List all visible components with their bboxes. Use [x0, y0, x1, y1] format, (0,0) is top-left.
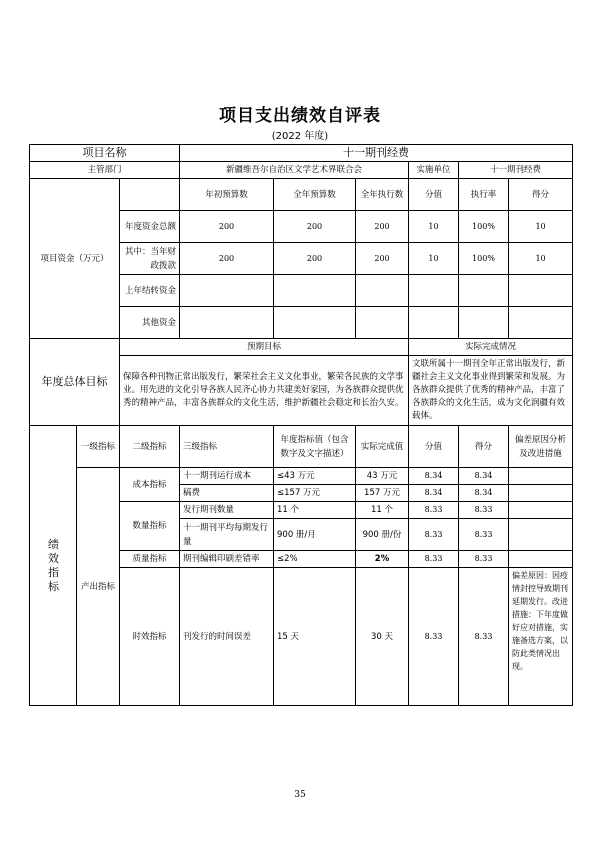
- performance-header-cell: 得分: [459, 426, 509, 468]
- performance-header-cell: 实际完成值: [356, 426, 409, 468]
- funds-cell: 200: [274, 211, 356, 243]
- funds-header-cell: 得分: [509, 179, 573, 211]
- actual-cell: 2%: [356, 551, 409, 568]
- performance-label-cell: [30, 426, 77, 706]
- funds-cell: 200: [356, 211, 409, 243]
- level3-cell: 刊发行的时间误差: [180, 568, 274, 706]
- target-cell: 11 个: [274, 502, 356, 519]
- funds-cell: 100%: [459, 243, 509, 275]
- expected-goal-header: 预期目标: [120, 339, 409, 356]
- annual-goal-header-row: [30, 339, 573, 356]
- implementing-unit-value: 十一期刊经费: [459, 162, 573, 179]
- score-cell: 8.33: [459, 502, 509, 519]
- funds-cell: [509, 275, 573, 307]
- funds-header-cell: 分值: [409, 179, 459, 211]
- target-cell: 900 册/月: [274, 519, 356, 551]
- actual-cell: 43 万元: [356, 468, 409, 485]
- score-cell: 8.34: [459, 485, 509, 502]
- score-cell: 8.33: [459, 551, 509, 568]
- level3-cell: 十一期刊运行成本: [180, 468, 274, 485]
- funds-header-cell: 全年预算数: [274, 179, 356, 211]
- project-name-row: [30, 145, 573, 162]
- level2-cell: 时效指标: [120, 568, 180, 706]
- annual-goal-label: 年度总体目标: [30, 339, 120, 426]
- expected-goal-text: 保障各种刊物正常出版发行，繁荣社会主义文化事业，繁荣各民族的文学事业。用先进的文化引导各族人民齐心协力共建美好家园，为各族群众提供优秀的精神产品，丰富各族群众的文化生活，维护新疆社会稳定和长治久安。: [120, 356, 409, 426]
- page-title: 项目支出绩效自评表: [219, 106, 381, 126]
- funds-label: 项目资金（万元）: [30, 179, 120, 339]
- funds-cell: [459, 307, 509, 339]
- score-value-cell: 8.33: [409, 551, 459, 568]
- target-cell: 15 天: [274, 568, 356, 706]
- self-evaluation-table: [29, 144, 573, 706]
- actual-cell: 900 册/份: [356, 519, 409, 551]
- performance-header-cell: 一级指标: [77, 426, 120, 468]
- funds-cell: [409, 307, 459, 339]
- funds-row-label: 年度资金总额: [120, 211, 180, 243]
- funds-header-cell: 全年执行数: [356, 179, 409, 211]
- performance-header-row: [30, 426, 573, 468]
- deviation-cell: [509, 519, 573, 551]
- performance-label: 绩效指标: [48, 537, 59, 593]
- performance-header-cell: 三级指标: [180, 426, 274, 468]
- deviation-cell: [509, 551, 573, 568]
- page-number: 35: [294, 790, 306, 800]
- performance-row: [30, 468, 573, 485]
- performance-header-cell: 年度指标值（包含数字及文字描述）: [274, 426, 356, 468]
- level1-cell: 产出指标: [77, 468, 120, 706]
- actual-cell: 30 天: [356, 568, 409, 706]
- funds-header-cell: 执行率: [459, 179, 509, 211]
- funds-cell: [274, 275, 356, 307]
- level2-cell: 质量指标: [120, 551, 180, 568]
- actual-cell: 157 万元: [356, 485, 409, 502]
- funds-row-label: 上年结转资金: [120, 275, 180, 307]
- funds-cell: 10: [509, 243, 573, 275]
- deviation-cell: [509, 502, 573, 519]
- funds-cell: [409, 275, 459, 307]
- deviation-cell: [509, 468, 573, 485]
- funds-cell: [509, 307, 573, 339]
- performance-header-cell: 偏差原因分析及改进措施: [509, 426, 573, 468]
- funds-row-label: 其中：当年财政拨款: [120, 243, 180, 275]
- funds-cell: 200: [274, 243, 356, 275]
- score-value-cell: 8.33: [409, 502, 459, 519]
- project-name-label: 项目名称: [30, 145, 180, 162]
- score-value-cell: 8.34: [409, 468, 459, 485]
- funds-cell: 200: [356, 243, 409, 275]
- funds-cell: [274, 307, 356, 339]
- score-value-cell: 8.34: [409, 485, 459, 502]
- funds-cell: 10: [409, 211, 459, 243]
- score-value-cell: 8.33: [409, 519, 459, 551]
- level3-cell: 期刊编辑印刷差错率: [180, 551, 274, 568]
- department-value: 新疆维吾尔自治区文学艺术界联合会: [180, 162, 409, 179]
- score-cell: 8.33: [459, 568, 509, 706]
- target-cell: ≤43 万元: [274, 468, 356, 485]
- target-cell: ≤157 万元: [274, 485, 356, 502]
- funds-cell: 100%: [459, 211, 509, 243]
- funds-cell: [459, 275, 509, 307]
- level2-cell: 数量指标: [120, 502, 180, 551]
- funds-cell: [356, 307, 409, 339]
- performance-header-cell: 二级指标: [120, 426, 180, 468]
- actual-completion-text: 文联所属十一期刊全年正常出版发行，新疆社会主义文化事业得到繁荣和发展。为各族群众提供了优秀的精神产品，丰富了各族群众的文化生活，成为文化润疆有效载体。: [409, 356, 573, 426]
- project-name-value: 十一期刊经费: [180, 145, 573, 162]
- funds-cell: [180, 307, 274, 339]
- funds-blank-header: [120, 179, 180, 211]
- funds-cell: 200: [180, 243, 274, 275]
- funds-header-row: [30, 179, 573, 211]
- department-row: [30, 162, 573, 179]
- funds-row-label: 其他资金: [120, 307, 180, 339]
- level2-cell: 成本指标: [120, 468, 180, 502]
- funds-cell: [180, 275, 274, 307]
- funds-header-cell: 年初预算数: [180, 179, 274, 211]
- page-subtitle: (2022 年度): [271, 131, 329, 142]
- target-cell: ≤2%: [274, 551, 356, 568]
- funds-cell: 200: [180, 211, 274, 243]
- funds-cell: 10: [409, 243, 459, 275]
- score-cell: 8.34: [459, 468, 509, 485]
- score-value-cell: 8.33: [409, 568, 459, 706]
- department-label: 主管部门: [30, 162, 180, 179]
- performance-header-cell: 分值: [409, 426, 459, 468]
- funds-cell: [356, 275, 409, 307]
- funds-cell: 10: [509, 211, 573, 243]
- deviation-cell: 偏差原因：因疫情封控导致期刊延期发行。改进措施：下年度做好应对措施，实施备选方案，以防此类情况出现。: [509, 568, 573, 706]
- score-cell: 8.33: [459, 519, 509, 551]
- level3-cell: 十一期刊平均每期发行量: [180, 519, 274, 551]
- implementing-unit-label: 实施单位: [409, 162, 459, 179]
- actual-cell: 11 个: [356, 502, 409, 519]
- actual-completion-header: 实际完成情况: [409, 339, 573, 356]
- level3-cell: 发行期刊数量: [180, 502, 274, 519]
- deviation-cell: [509, 485, 573, 502]
- level3-cell: 稿费: [180, 485, 274, 502]
